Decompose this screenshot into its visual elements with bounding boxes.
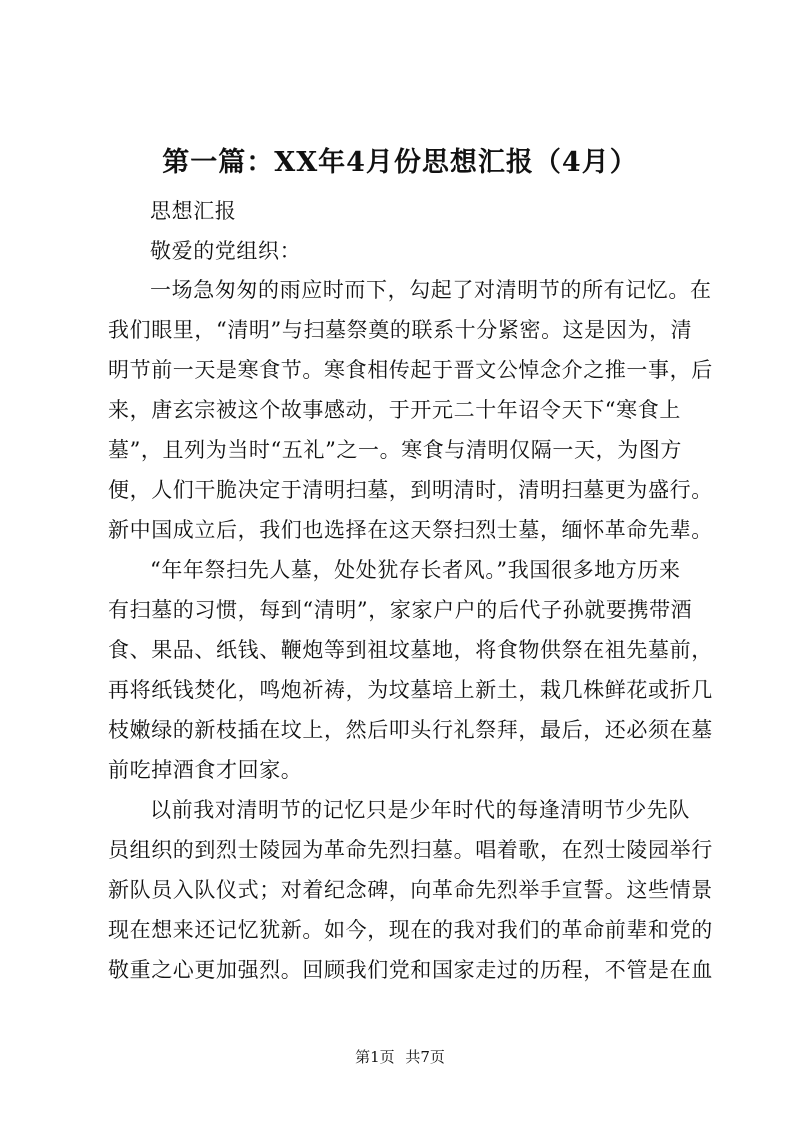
body-line: 食、果品、纸钱、鞭炮等到祖坟墓地，将食物供祭在祖先墓前， [108, 638, 713, 662]
page-number: 第1页 [355, 1048, 395, 1066]
body-line: 墓”，且列为当时“五礼”之一。寒食与清明仅隔一天，为图方 [108, 438, 683, 462]
body-line: 前吃掉酒食才回家。 [108, 758, 303, 782]
body-line: 枝嫩绿的新枝插在坟上，然后叩头行礼祭拜，最后，还必须在墓 [108, 718, 713, 742]
body-line: 现在想来还记忆犹新。如今，现在的我对我们的革命前辈和党的 [108, 918, 713, 942]
page-footer [0, 1046, 800, 1067]
body-line: 新队员入队仪式；对着纪念碑，向革命先烈举手宣誓。这些情景 [108, 878, 713, 902]
body-line: 明节前一天是寒食节。寒食相传起于晋文公悼念介之推一事，后 [108, 358, 713, 382]
body-line: 新中国成立后，我们也选择在这天祭扫烈士墓，缅怀革命先辈。 [108, 518, 713, 542]
body-line: 来，唐玄宗被这个故事感动，于开元二十年诏令天下“寒食上 [108, 398, 681, 422]
body-line: 敬重之心更加强烈。回顾我们党和国家走过的历程，不管是在血 [108, 958, 713, 982]
document-title: 第一篇：XX年4月份思想汇报（4月） [162, 147, 638, 178]
body-line: 一场急匆匆的雨应时而下，勾起了对清明节的所有记忆。在 [150, 278, 712, 302]
page-total: 共7页 [405, 1048, 445, 1066]
body-line: 有扫墓的习惯，每到“清明”，家家户户的后代子孙就要携带酒 [108, 598, 693, 622]
body-line: 再将纸钱焚化，鸣炮祈祷，为坟墓培上新土，栽几株鲜花或折几 [108, 678, 713, 702]
body-line: “年年祭扫先人墓，处处犹存长者风。”我国很多地方历来 [150, 558, 681, 582]
body-line: 我们眼里，“清明”与扫墓祭奠的联系十分紧密。这是因为，清 [108, 318, 693, 342]
salutation: 敬爱的党组织： [150, 239, 302, 263]
body-line: 便，人们干脆决定于清明扫墓，到明清时，清明扫墓更为盛行。 [108, 478, 713, 502]
body-line: 以前我对清明节的记忆只是少年时代的每逢清明节少先队 [150, 798, 690, 822]
body-line: 员组织的到烈士陵园为革命先烈扫墓。唱着歌，在烈士陵园举行 [108, 838, 713, 862]
subtitle: 思想汇报 [150, 199, 237, 223]
